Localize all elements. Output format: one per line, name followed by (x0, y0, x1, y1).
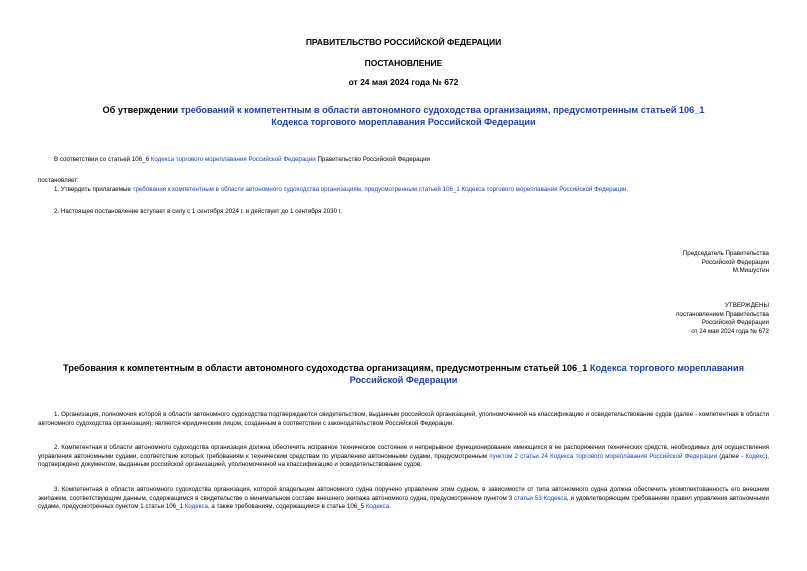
p2-text-a: 2. Компетентная в области автономного судоходства организация должна обеспечить исправное техническое состояние и непрерывное функционирование имеющихся в ее распоряжении технических средств, необходимых для осуществления управления автономными судами, соответствие которых требованиям к техническим средствам по управлению автономными судами, предусмотренным (38, 444, 769, 460)
approved-date-number: от 24 мая 2024 года № 672 (691, 327, 769, 335)
requirements-paragraph-2 (38, 444, 769, 470)
requirements-title-code-link[interactable]: Кодекса торгового мореплавания Российской Федерации (349, 363, 744, 385)
p3-text-a: 3. Компетентная в области автономного судоходства организация, которой владельцем автономного судна поручено управление этим судном, в зависимости от типа автономного судна должна обеспечить укомплектованность его внешним экипажем, соответствующим данным, содержащимся в свидетельстве о минимальном составе внешнего экипажа автономного судна, предусмотренном пунктом 3 (38, 486, 769, 502)
requirements-paragraph-3 (38, 486, 769, 512)
p2-code-article-24-link[interactable]: пунктом 2 статьи 24 Кодекса торгового мореплавания Российской Федерации (489, 452, 718, 460)
preamble-text-after: Правительство Российской Федерации (315, 156, 430, 163)
document-title (0, 104, 807, 128)
title-prefix: Об утверждении (102, 105, 181, 115)
p3-text-c: , а также требованиям, содержащимся в статье 106_5 (207, 503, 366, 511)
requirements-title (0, 362, 807, 386)
approved-country: Российской Федерации (701, 319, 769, 327)
signature-position: Председатель Правительства (682, 250, 769, 257)
item-1-text-before: 1. Утвердить прилагаемые (54, 186, 133, 193)
p3-article-53-link[interactable]: статьи 53 Кодекса (514, 494, 567, 502)
item-1-text-after: . (626, 186, 629, 193)
p2-text-b: (далее - (717, 452, 746, 460)
item-2: 2. Настоящее постановление вступает в силу с 1 сентября 2024 г. и действует до 1 сентября 2030 г. (54, 208, 342, 215)
p3-text-d: . (389, 503, 391, 511)
signature-country: Российской Федерации (701, 258, 769, 266)
p3-code-link-2[interactable]: Кодекса (365, 503, 390, 511)
document-type-heading: ПОСТАНОВЛЕНИЕ (364, 58, 443, 68)
preamble (54, 156, 430, 165)
preamble-text-before: В соответствии со статьей 106_6 (54, 156, 151, 163)
requirements-title-prefix: Требования к компетентным в области автономного судоходства организациям, предусмотренным статьей 106_1 (63, 363, 590, 373)
requirements-paragraph-1: 1. Организация, полномочия которой в области автономного судоходства подтверждаются свидетельством, выданным российской организацией, уполномоченной на классификацию и освидетельствование судов (далее - компетентная в области автономного судоходства организация), является юридическим лицом, созданным в соответствии с законодательством Российской Федерации. (38, 411, 769, 427)
title-requirements-link[interactable]: требований к компетентным в области автономного судоходства организациям, предусмотренным статьей 106_1 Кодекса торгового мореплавания Российской Федерации (180, 105, 705, 127)
p3-code-link-1[interactable]: Кодекса (184, 503, 208, 511)
approved-by: постановлением Правительства (676, 310, 769, 318)
government-heading: ПРАВИТЕЛЬСТВО РОССИЙСКОЙ ФЕДЕРАЦИИ (305, 37, 502, 47)
document-date-number: от 24 мая 2024 года № 672 (348, 77, 459, 87)
p2-text-c: ), подтверждено документом, выданным российской организацией, уполномоченной на классификацию и освидетельствование судов. (38, 452, 769, 469)
signature-name: М.Мишустин (732, 267, 769, 275)
approved-block (676, 302, 769, 336)
approved-label: УТВЕРЖДЕНЫ (725, 302, 769, 309)
item-1-requirements-link[interactable]: требования к компетентным в области автономного судоходства организациям, предусмотренным статьей 106_1 Кодекса торгового мореплавания Российской Федерации (132, 186, 627, 193)
preamble-code-link[interactable]: Кодекса торгового мореплавания Российской Федерации (150, 156, 316, 163)
signature-block (683, 250, 769, 276)
resolves-label: постановляет: (38, 177, 79, 184)
item-1 (54, 186, 774, 195)
p3-text-b: , и удовлетворяющим требованиям правил управления автономными судами, предусмотренных пунктом 1 статьи 106_1 (38, 494, 769, 511)
p2-code-link[interactable]: Кодекс (745, 452, 766, 460)
